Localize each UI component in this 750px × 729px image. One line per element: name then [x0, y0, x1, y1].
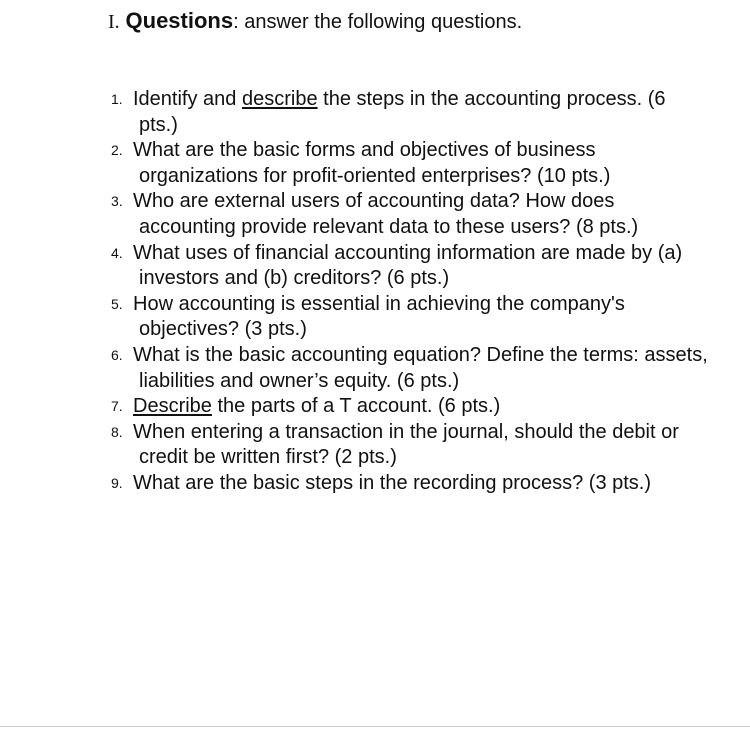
question-underlined-word: Describe: [133, 395, 212, 418]
question-number: 6.: [111, 346, 123, 363]
question-number: 7.: [111, 398, 123, 415]
question-item-8: [108, 420, 708, 471]
question-text: What are the basic steps in the recording process? (3 pts.): [133, 471, 652, 494]
question-number: 8.: [111, 423, 123, 440]
question-underlined-word: describe: [241, 88, 318, 110]
question-item-1: [108, 87, 708, 138]
question-number: 1.: [111, 91, 123, 107]
question-item-5: [108, 292, 708, 343]
question-item-3: [108, 189, 708, 240]
question-text: When entering a transaction in the journal, should the debit or credit be written first? (2 pts.): [133, 420, 679, 469]
question-text: What is the basic accounting equation? Define the terms: assets, liabilities and owner’s equity. (6 pts.): [133, 343, 708, 392]
section-instruction: : answer the following questions.: [233, 11, 523, 33]
question-number: 4.: [111, 244, 123, 261]
question-text-cont: the parts of a T account. (6 pts.): [211, 395, 501, 418]
question-text: What are the basic forms and objectives of business organizations for profit-oriented enterprises? (10 pts.): [133, 139, 611, 187]
page-bottom-divider: [0, 726, 750, 727]
question-item-4: [108, 241, 708, 292]
question-item-6: [108, 343, 708, 394]
question-list: [108, 87, 708, 497]
section-heading: [108, 6, 522, 37]
section-numeral: I.: [108, 11, 120, 33]
section-title: Questions: [125, 8, 234, 33]
question-item-9: [108, 471, 708, 497]
question-number: 9.: [111, 474, 123, 491]
question-number: 3.: [111, 193, 123, 210]
question-number: 2.: [111, 142, 123, 159]
question-text: Identify and: [133, 88, 242, 110]
question-text: How accounting is essential in achieving the company's objectives? (3 pts.): [133, 292, 625, 341]
question-item-2: [108, 138, 708, 189]
question-text-cont: the steps in the accounting process. (6 pts.): [139, 88, 666, 136]
question-text: What uses of financial accounting information are made by (a) investors and (b) creditors? (6 pts.): [133, 241, 683, 290]
question-number: 5.: [111, 295, 123, 312]
question-item-7: [108, 394, 708, 420]
question-text: Who are external users of accounting data? How does accounting provide relevant data to these users? (8 pts.): [133, 190, 639, 238]
